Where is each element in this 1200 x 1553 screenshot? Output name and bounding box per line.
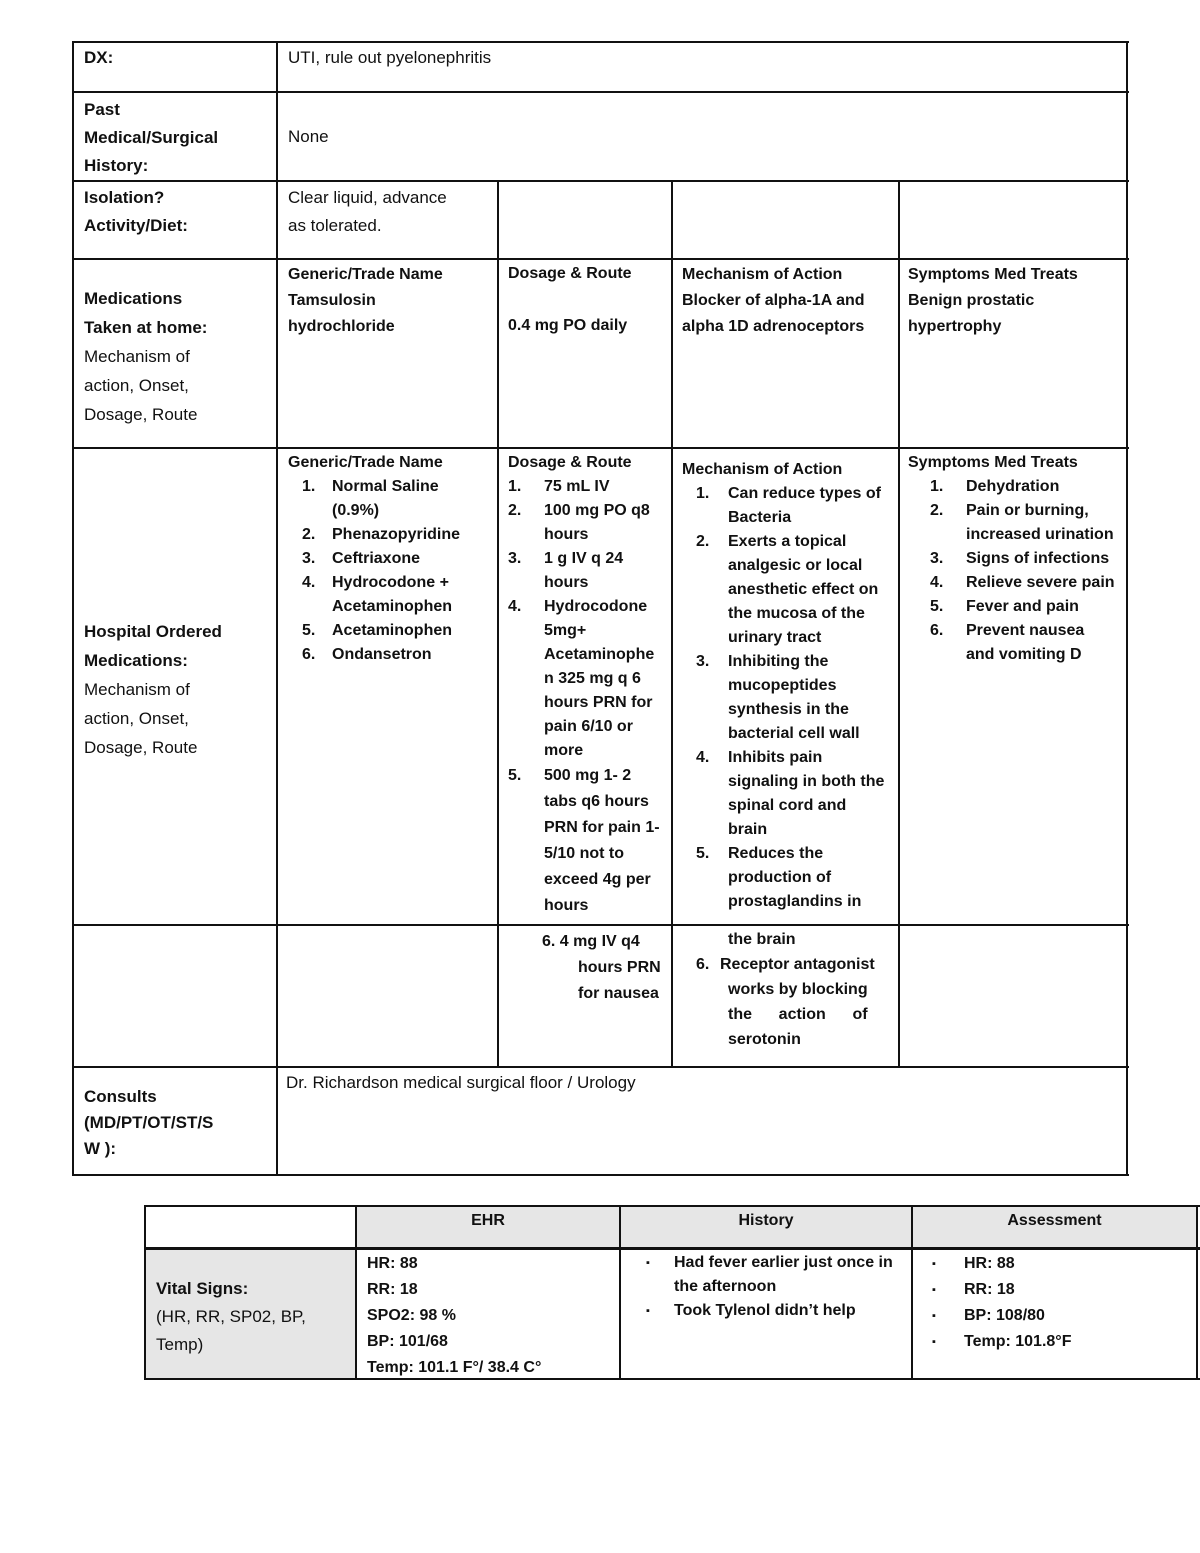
list-item [508,475,668,499]
bullet-icon: ▪ [932,1258,936,1270]
pmh-label-line: History: [84,156,149,175]
list-item [908,475,1124,499]
main-col-border [671,180,673,1067]
main-row-border [72,180,1129,182]
list-text: 75 mL IV [544,478,610,495]
list-item [640,1299,910,1323]
hospital-meds-symptoms-cell [908,451,1124,667]
vitals-history-list [640,1251,910,1323]
bullet-icon: ▪ [646,1305,650,1317]
vitals-label-line: Vital Signs: [156,1279,249,1298]
hospital-meds-col-mechanism: Mechanism of Action [682,461,843,478]
list-item [908,619,1124,667]
consults-label-line: (MD/PT/OT/ST/S [84,1113,214,1132]
list-text: 500 mg 1- 2 [544,767,632,784]
list-item [908,547,1124,571]
list-text: hours PRN for [544,694,653,711]
list-number: 3. [930,550,944,567]
vitals-label-line: (HR, RR, SP02, BP, [156,1307,306,1326]
hospital-meds-col-dosage: Dosage & Route [508,454,632,471]
list-item [908,499,1124,547]
main-col-border [1126,41,1128,1176]
consults-value: Dr. Richardson medical surgical floor / Urology [286,1073,636,1092]
main-row-border [72,1174,1129,1176]
list-number: 5. [930,598,944,615]
hospital-meds-label-line: Mechanism of [84,680,190,699]
list-text: PRN for pain 1- [544,819,660,836]
home-meds-label-line: action, Onset, [84,376,189,395]
list-number: 1. [696,485,710,502]
list-text: Had fever earlier just once in [674,1254,893,1271]
vitals-col-assessment: Assessment [1007,1212,1102,1229]
list-item [640,1251,910,1299]
isolation-label-line: Isolation? [84,188,165,207]
list-text: signaling in both the [728,773,885,790]
list-number: 3. [302,550,316,567]
main-col-border [497,180,499,1067]
home-meds-label [84,284,207,429]
list-text: Relieve severe pain [966,574,1115,591]
list-text: Acetaminophen [332,622,453,639]
list-number: 2. [302,526,316,543]
vitals-col-border [1196,1205,1198,1380]
list-number: 4. [508,598,522,615]
list-number: 6. [302,646,316,663]
list-item [682,842,896,914]
list-text: 5/10 not to [544,845,625,862]
vitals-history-cell [640,1251,910,1323]
vitals-label [156,1275,306,1359]
list-text: HR: 88 [964,1255,1015,1272]
list-text: Ceftriaxone [332,550,421,567]
list-text: Hydrocodone + [332,574,449,591]
list-item [682,530,896,650]
list-text: RR: 18 [964,1281,1015,1298]
vitals-ehr-line: HR: 88 [367,1255,418,1272]
list-number: 4. [696,749,710,766]
home-meds-label-line: Dosage, Route [84,405,198,424]
home-meds-symptoms-line: hypertrophy [908,318,1002,335]
list-text: Receptor antagonist [720,956,875,973]
main-col-border [72,41,74,1176]
list-text: Dehydration [966,478,1060,495]
home-meds-symptoms-line: Benign prostatic [908,292,1035,309]
list-number: 6. [542,933,556,950]
vitals-ehr-line: Temp: 101.1 F°/ 38.4 C° [367,1359,542,1376]
list-number: 1. [930,478,944,495]
list-item [508,547,668,595]
list-text: spinal cord and [728,797,847,814]
list-text: analgesic or local [728,557,863,574]
home-meds-col-mechanism: Mechanism of Action [682,266,843,283]
list-text: BP: 108/80 [964,1307,1045,1324]
dosage-6-line [542,929,661,955]
list-item [926,1329,1186,1355]
vitals-ehr-line: SPO2: 98 % [367,1307,456,1324]
list-number: 2. [696,533,710,550]
list-text: serotonin [728,1031,801,1048]
main-row-border [72,447,1129,449]
list-text: Took Tylenol didn’t help [674,1302,856,1319]
list-text: 100 mg PO q8 [544,502,650,519]
list-number: 3. [696,653,710,670]
list-text: works by blocking [728,981,868,998]
list-text: n 325 mg q 6 [544,670,641,687]
list-text: hours [544,897,589,914]
main-row-border [72,258,1129,260]
main-col-border [898,180,900,1067]
vitals-ehr-line: BP: 101/68 [367,1333,448,1350]
list-text: Reduces the [728,845,824,862]
list-item [926,1303,1186,1329]
vitals-assessment-cell [926,1251,1186,1355]
home-meds-mechanism-cell [682,262,865,340]
hospital-meds-label-line: action, Onset, [84,709,189,728]
home-meds-mechanism-line: Blocker of alpha-1A and [682,292,865,309]
pmh-label-line: Medical/Surgical [84,128,219,147]
list-item [288,523,494,547]
vitals-row-border [144,1378,1200,1380]
list-item [682,482,896,530]
hospital-meds-label [84,617,222,762]
list-number: 5. [302,622,316,639]
list-number: 5. [696,845,710,862]
home-meds-col-dosage: Dosage & Route [508,265,632,282]
list-text: hours [544,526,589,543]
list-text: Hydrocodone [544,598,648,615]
vitals-ehr-line: RR: 18 [367,1281,418,1298]
list-number: 3. [508,550,522,567]
list-text: increased urination [966,526,1114,543]
main-row-border [72,91,1129,93]
list-text: pain 6/10 or [544,718,633,735]
list-text: prostaglandins in [728,893,862,910]
consults-label-line: Consults [84,1087,157,1106]
hospital-meds-mechanism-list [682,482,896,914]
list-text: the afternoon [674,1278,777,1295]
list-text: Temp: 101.8°F [964,1333,1072,1350]
list-number: 6. [696,956,710,973]
list-text: Prevent nausea [966,622,1085,639]
bullet-icon: ▪ [932,1284,936,1296]
list-text: Ondansetron [332,646,432,663]
list-text: Pain or burning, [966,502,1089,519]
list-number: 6. [930,622,944,639]
list-text: hours PRN [578,959,661,976]
list-text: brain [728,821,768,838]
list-text: anesthetic effect on [728,581,879,598]
hospital-meds-dosage-cell [508,451,668,919]
list-item [508,595,668,763]
list-text: the brain [728,931,796,948]
main-col-border [276,41,278,1176]
hospital-meds-dosage-list [508,475,668,919]
list-item [508,499,668,547]
main-row-border [72,1066,1129,1068]
isolation-label-line: Activity/Diet: [84,216,188,235]
list-item [682,746,896,842]
list-text: Exerts a topical [728,533,847,550]
home-meds-label-line: Taken at home: [84,318,208,337]
list-text: production of [728,869,832,886]
vitals-col-border [144,1205,146,1380]
bullet-icon: ▪ [932,1336,936,1348]
list-item [682,952,894,1052]
pmh-label [84,96,218,180]
isolation-label [84,184,188,240]
list-number: 1. [508,478,522,495]
home-meds-dosage-cell [508,262,632,338]
list-text: the mucosa of the [728,605,865,622]
list-item [926,1277,1186,1303]
list-number: 2. [508,502,522,519]
list-text: Acetaminophen [332,598,453,615]
main-row-border [72,924,1129,926]
list-number: 2. [930,502,944,519]
list-text: urinary tract [728,629,822,646]
hospital-meds-label-line: Hospital Ordered [84,622,222,641]
isolation-value-line: as tolerated. [288,216,382,235]
list-item [288,571,494,619]
vitals-label-line: Temp) [156,1335,204,1354]
vitals-ehr-cell [367,1251,541,1381]
hospital-meds-mechanism-cell [682,458,896,914]
list-text: Fever and pain [966,598,1079,615]
hospital-meds-name-list [288,475,494,667]
list-text: hours [544,574,589,591]
list-text: tabs q6 hours [544,793,649,810]
list-item [908,571,1124,595]
home-meds-symptoms-cell [908,262,1078,340]
list-text: Can reduce types of [728,485,881,502]
home-meds-mechanism-line: alpha 1D adrenoceptors [682,318,865,335]
list-item [908,595,1124,619]
list-text: more [544,742,584,759]
list-text: Inhibits pain [728,749,823,766]
list-number: 4. [302,574,316,591]
bullet-icon: ▪ [646,1257,650,1269]
list-item [288,547,494,571]
isolation-value-line: Clear liquid, advance [288,188,447,207]
list-text: and vomiting D [966,646,1082,663]
mechanism-cont-cell [682,927,894,1052]
hospital-meds-name-cell [288,451,494,667]
hospital-meds-label-line: Medications: [84,651,188,670]
list-item [508,763,668,919]
home-meds-name-line: Tamsulosin [288,292,376,309]
home-meds-col-symptoms: Symptoms Med Treats [908,266,1078,283]
list-number: 1. [302,478,316,495]
list-text: bacterial cell wall [728,725,860,742]
pmh-label-line: Past [84,100,120,119]
list-text: mucopeptides [728,677,837,694]
list-text: 1 g IV q 24 [544,550,624,567]
vitals-assessment-list [926,1251,1186,1355]
home-meds-name-line: hydrochloride [288,318,395,335]
list-text: Signs of infections [966,550,1110,567]
home-meds-name-cell [288,262,443,340]
consults-label-line: W ): [84,1139,117,1158]
list-text: the action of [728,1006,868,1023]
home-meds-label-line: Medications [84,289,183,308]
list-item [682,650,896,746]
hospital-meds-label-line: Dosage, Route [84,738,198,757]
hospital-meds-symptoms-list [908,475,1124,667]
list-text: Normal Saline [332,478,439,495]
list-item [288,619,494,643]
dx-label: DX: [84,48,114,67]
dx-value: UTI, rule out pyelonephritis [288,48,492,67]
vitals-col-history: History [738,1212,794,1229]
list-text: Inhibiting the [728,653,829,670]
list-text: Bacteria [728,509,792,526]
list-text: synthesis in the [728,701,849,718]
consults-label [84,1084,213,1162]
list-text: 5mg+ [544,622,587,639]
hospital-meds-col-name: Generic/Trade Name [288,454,443,471]
list-number: 5. [508,767,522,784]
pmh-value: None [288,127,329,146]
list-text: for nausea [578,985,659,1002]
list-text: 4 mg IV q4 [559,933,640,950]
bullet-icon: ▪ [932,1310,936,1322]
list-text: exceed 4g per [544,871,651,888]
list-text: (0.9%) [332,502,380,519]
hospital-meds-mechanism-list-cont [682,952,894,1052]
home-meds-dosage: 0.4 mg PO daily [508,317,628,334]
list-text: Phenazopyridine [332,526,461,543]
home-meds-col-name: Generic/Trade Name [288,266,443,283]
home-meds-label-line: Mechanism of [84,347,190,366]
dosage-6-cell [542,929,661,1007]
list-text: Acetaminophe [544,646,655,663]
isolation-value [288,184,447,240]
vitals-col-ehr: EHR [471,1212,505,1229]
list-number: 4. [930,574,944,591]
hospital-meds-col-symptoms: Symptoms Med Treats [908,454,1078,471]
list-item [926,1251,1186,1277]
vitals-row-border [144,1205,1200,1207]
list-item [288,475,494,523]
main-row-border [72,41,1129,43]
list-item [288,643,494,667]
vitals-row-border [144,1247,1200,1250]
